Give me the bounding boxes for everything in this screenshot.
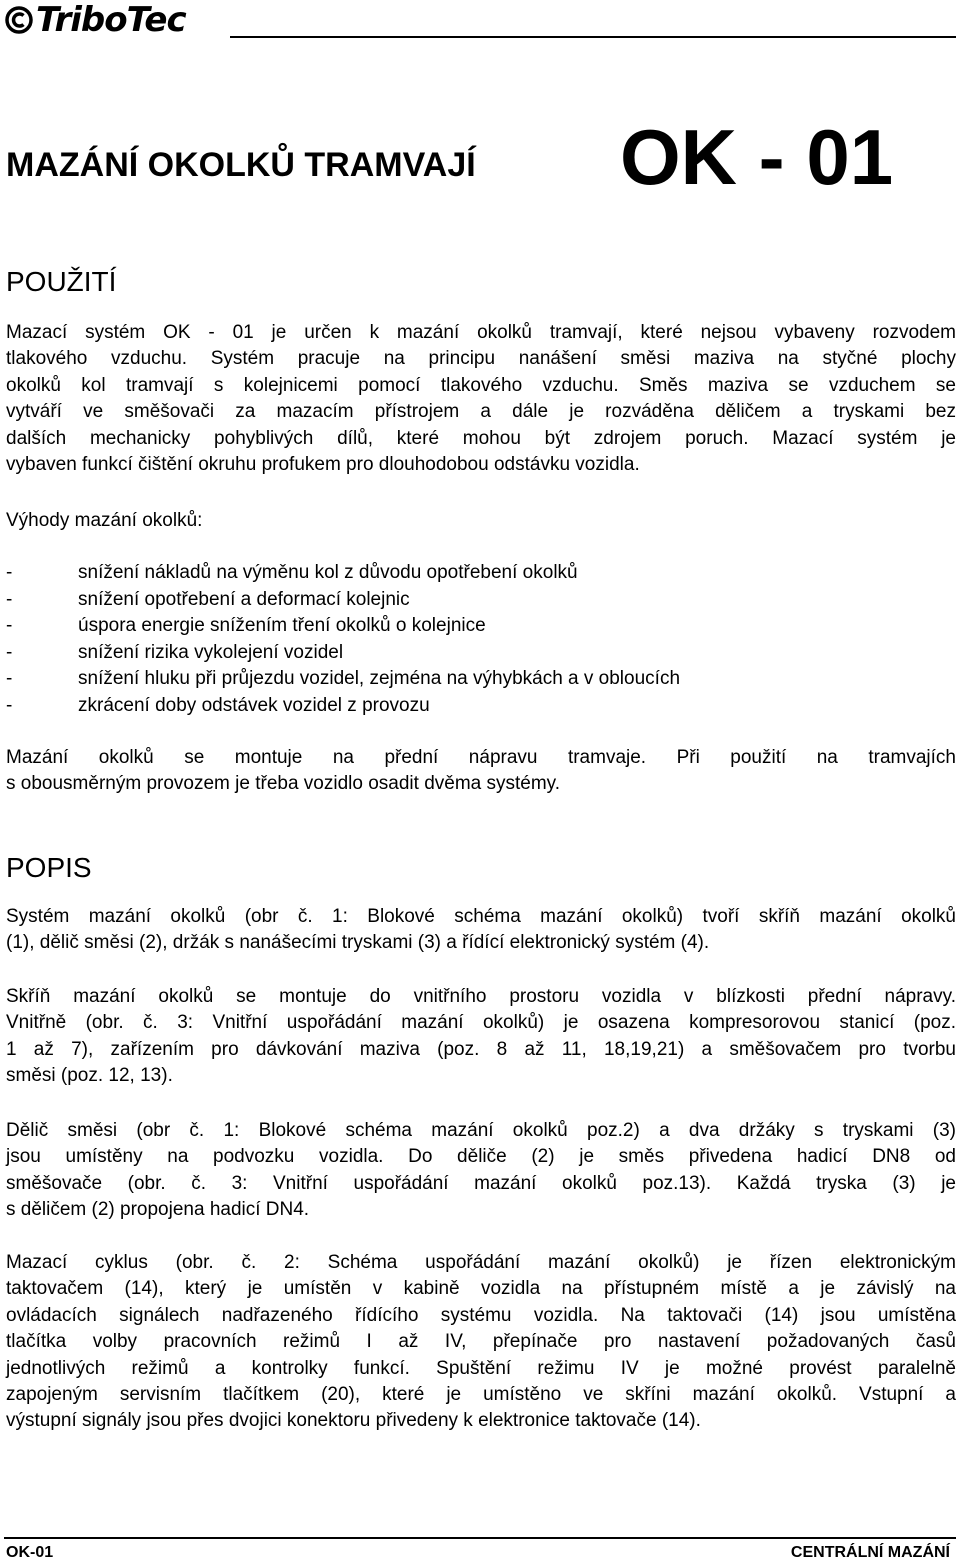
list-item: [6, 666, 680, 693]
text-line: 1 až 7), zařízením pro dávkování maziva (poz. 8 až 11, 18,19,21) a směšovačem pro tvorbu: [6, 1038, 956, 1060]
list-item-text: snížení hluku při průjezdu vozidel, zejména na výhybkách a v obloucích: [78, 668, 681, 689]
list-item: [6, 693, 680, 720]
list-item-text: snížení nákladů na výměnu kol z důvodu opotřebení okolků: [78, 562, 578, 583]
bullet-dash: -: [6, 562, 13, 583]
header-divider: [230, 36, 956, 38]
bullet-dash: -: [6, 694, 13, 716]
text-line: vybaven funkcí čištění okruhu profukem pro dlouhodobou odstávku vozidla.: [6, 454, 640, 476]
footer-doc-code: OK-01: [6, 1544, 54, 1561]
list-item: [6, 560, 680, 587]
bullet-dash: -: [6, 668, 13, 689]
text-line: tlakového vzduchu. Systém pracuje na principu nanášení směsi maziva na styčné plochy: [6, 348, 956, 370]
text-line: tlačítka volby pracovních režimů I až IV, přepínače pro nastavení požadovaných časů: [6, 1331, 956, 1353]
benefits-list: [6, 560, 680, 719]
list-item-text: snížení opotřebení a deformací kolejnic: [78, 588, 410, 610]
section-heading-usage: POUŽITÍ: [6, 266, 117, 297]
list-item: [6, 587, 680, 614]
description-paragraph-1: [6, 904, 956, 957]
text-line: Dělič směsi (obr č. 1: Blokové schéma mazání okolků poz.2) a dva držáky s tryskami (3): [6, 1120, 956, 1141]
page-title: MAZÁNÍ OKOLKŮ TRAMVAJÍ: [6, 146, 476, 184]
description-paragraph-3: [6, 1118, 956, 1224]
description-paragraph-4: [6, 1250, 956, 1435]
text-line: s děličem (2) propojena hadicí DN4.: [6, 1199, 310, 1221]
copyright-mark-icon: [4, 5, 34, 35]
text-line: dalších mechanicky pohyblivých dílů, které mohou být zdrojem poruch. Mazací systém je: [6, 427, 956, 449]
text-line: s obousměrným provozem je třeba vozidlo osadit dvěma systémy.: [6, 773, 561, 795]
text-line: zapojeným servisním tlačítkem (20), které je umístěno ve skříni mazání okolků. Vstupní a: [6, 1384, 956, 1406]
usage-paragraph: [6, 320, 956, 478]
text-line: Mazání okolků se montuje na přední nápravu tramvaje. Při použití na tramvajích: [6, 747, 956, 768]
logo-text: TriboTec: [36, 0, 186, 40]
text-line: jsou umístěny na podvozku vozidla. Do děliče (2) je směs přivedena hadicí DN8 od: [6, 1146, 956, 1168]
text-line: směsi (poz. 12, 13).: [6, 1065, 173, 1087]
text-line: jednotlivých režimů a kontrolky funkcí. Spuštění režimu IV je možné provést paralelně: [6, 1357, 956, 1379]
list-item-text: zkrácení doby odstávek vozidel z provozu: [78, 694, 430, 716]
mounting-paragraph: [6, 745, 956, 798]
product-code: OK - 01: [620, 113, 894, 201]
list-item: [6, 613, 680, 640]
benefits-intro: Výhody mazání okolků:: [6, 510, 203, 531]
text-line: Vnitřně (obr. č. 3: Vnitřní uspořádání mazání okolků) je osazena kompresorovou stanicí (poz.: [6, 1012, 956, 1034]
footer-category: CENTRÁLNÍ MAZÁNÍ: [790, 1544, 950, 1561]
bullet-dash: -: [6, 615, 13, 636]
text-line: Systém mazání okolků (obr č. 1: Blokové schéma mazání okolků) tvoří skříň mazání okolků: [6, 906, 956, 927]
bullet-dash: -: [6, 641, 13, 663]
list-item: [6, 640, 680, 667]
section-heading-description: POPIS: [6, 852, 92, 883]
description-paragraph-2: [6, 984, 956, 1090]
text-line: taktovačem (14), který je umístěn v kabině vozidla na přístupném místě a je závislý na: [6, 1278, 956, 1300]
text-line: Skříň mazání okolků se montuje do vnitřního prostoru vozidla v blízkosti přední nápravy.: [6, 986, 956, 1007]
text-line: Mazací cyklus (obr. č. 2: Schéma uspořádání mazání okolků) je řízen elektronickým: [6, 1252, 956, 1273]
text-line: Mazací systém OK - 01 je určen k mazání okolků tramvají, které nejsou vybaveny rozvodem: [6, 322, 956, 343]
text-line: výstupní signály jsou přes dvojici konektoru přivedeny k elektronice taktovače (14).: [6, 1410, 701, 1432]
text-line: vytváří ve směšovači za mazacím přístrojem a dále je rozváděna děličem a tryskami bez: [6, 401, 956, 423]
text-line: okolků kol tramvají s kolejnicemi pomocí tlakového vzduchu. Směs maziva se vzduchem se: [6, 374, 956, 396]
text-line: ovládacích signálech nadřazeného řídícího systému vozidla. Na taktovači (14) jsou umístěna: [6, 1304, 956, 1326]
brand-logo: [4, 0, 186, 40]
bullet-dash: -: [6, 588, 13, 610]
text-line: (1), dělič směsi (2), držák s nanášecími tryskami (3) a řídící elektronický systém (4).: [6, 932, 710, 954]
text-line: směšovače (obr. č. 3: Vnitřní uspořádání mazání okolků poz.13). Každá tryska (3) je: [6, 1172, 956, 1194]
list-item-text: snížení rizika vykolejení vozidel: [78, 641, 344, 663]
list-item-text: úspora energie snížením tření okolků o kolejnice: [78, 615, 486, 636]
footer-divider: [4, 1537, 956, 1539]
